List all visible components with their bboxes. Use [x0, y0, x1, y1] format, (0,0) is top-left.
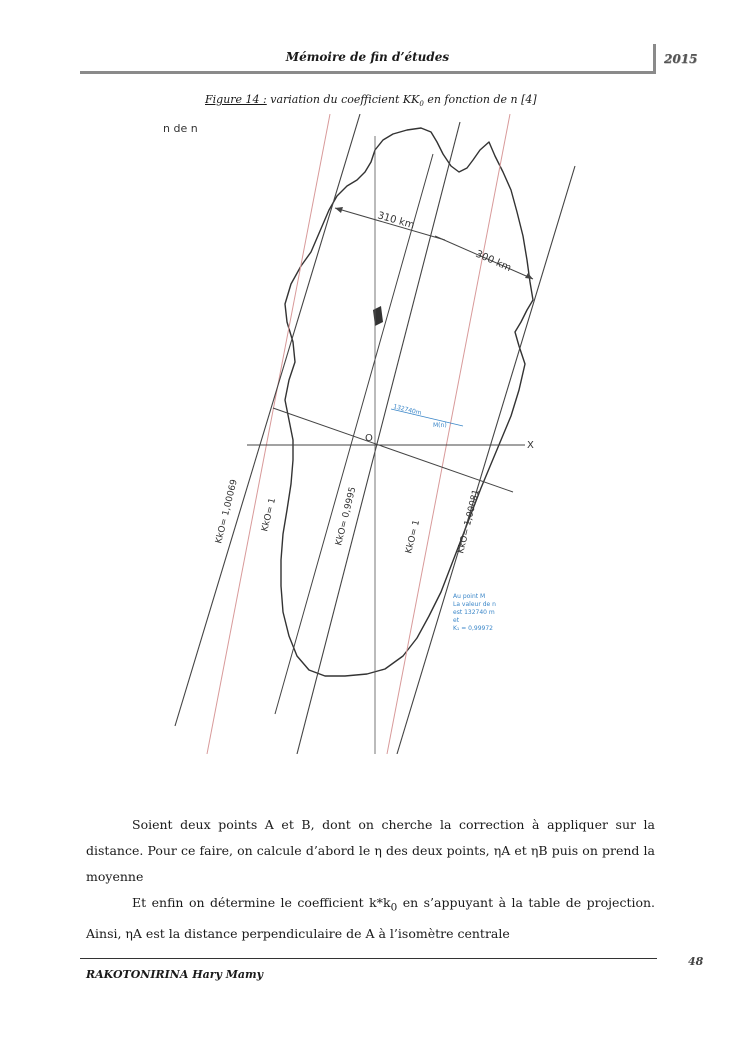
top-left-label: n de n [163, 122, 198, 135]
header-title: Mémoire de fin d’études [285, 50, 450, 64]
isometric-line-east [387, 114, 510, 754]
distance-label-300: 300 km [473, 248, 513, 275]
distance-label-310: 310 km [376, 210, 416, 232]
header-year: 2015 [664, 52, 698, 66]
paragraph-2-subscript: 0 [390, 901, 398, 914]
line-label-west: KkO= 1,00069 [214, 478, 240, 545]
line-label-isometric-west: KkO= 1 [260, 496, 279, 533]
paragraph-2-end: en s’appuyant à la table de projection. Ainsi, ηA est la distance perpendiculaire de A à l’isomètre centrale [86, 895, 656, 941]
point-distance-label: 132740m [392, 403, 423, 417]
figure-label: Figure 14 : [205, 93, 267, 106]
caption-subscript: 0 [419, 100, 424, 109]
central-isometric-line [275, 154, 433, 714]
annotation-line-4: et [453, 617, 460, 624]
point-label: M(n) [433, 422, 447, 429]
madagascar-projection-figure [155, 114, 595, 754]
origin-label: O [365, 433, 373, 444]
caption-text-end: en fonction de n [4] [423, 93, 537, 106]
annotation-line-5: K₁ = 0,99972 [453, 625, 493, 632]
footer-rule [80, 958, 657, 959]
annotation-line-1: Au point M [453, 593, 486, 600]
figure-caption [205, 93, 537, 108]
line-label-isometric-east: KkO= 1 [404, 518, 423, 555]
paragraph-2 [86, 890, 655, 947]
page-number: 48 [688, 955, 704, 968]
island-outline [281, 128, 533, 676]
header-separator [653, 44, 656, 74]
line-label-east: KkO= 1,00081 [456, 488, 482, 555]
header-rule [80, 71, 655, 74]
projection-map [155, 114, 595, 754]
body-text [86, 812, 655, 947]
coast-detail [373, 306, 383, 326]
isometric-line-west [207, 114, 330, 754]
annotation-line-3: est 132740 m [453, 609, 495, 616]
paragraph-2-start: Et enfin on détermine le coefficient k*k [132, 895, 391, 910]
caption-text: variation du coefficient KK [266, 93, 420, 106]
annotation-line-2: La valeur de n [453, 601, 496, 608]
x-axis-label: X [527, 440, 534, 451]
footer-author: RAKOTONIRINA Hary Mamy [86, 968, 264, 981]
boundary-line-west [175, 114, 360, 726]
arrow-head [335, 207, 343, 213]
line-label-central: KkO= 0,9995 [334, 485, 359, 547]
normal-axis [273, 408, 513, 492]
paragraph-1: Soient deux points A et B, dont on cherche la correction à appliquer sur la distance. Pour ce faire, on calcule d’abord le η des deux points, ηA et ηB puis on prend la moyenne [86, 817, 655, 884]
